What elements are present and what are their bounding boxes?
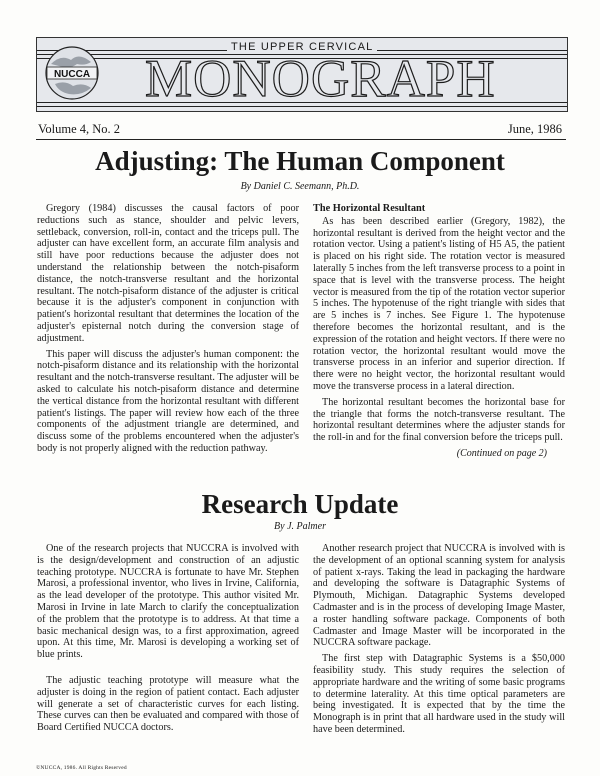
issue-date: June, 1986 <box>507 122 562 136</box>
article-byline: By Daniel C. Seemann, Ph.D. <box>240 181 360 192</box>
paragraph: Gregory (1984) discusses the causal factors of poor reductions such as stance, shoulder and pelvic levers, settleback, conversion, roll-in, contact and the triceps pull. The adjuster can have excellent form, an accurate film analysis and still have poor reductions because the adjuster does not understand the relationship between the notch-pisaform distance, the notch-transverse resultant and the horizontal resultant. The notch-pisaform distance of the adjuster is critical because it is the adjuster's component in conjunction with patient's horizontal resultant that determines the location of the adjuster's episternal notch during the conversion stage of adjustment. <box>37 203 299 344</box>
article-column-right <box>313 203 565 460</box>
article-byline: By J. Palmer <box>274 521 326 532</box>
paragraph: As has been described earlier (Gregory, 1982), the horizontal resultant is derived from the height vector and the rotation vector. Using a patient's listing of H5 A5, the patient is placed on his right side. The rotation vector is measured laterally 5 inches from the left transverse process to a point in space that is level with the transverse process. The height vector is measured from the tip of the rotation vector superior 5 inches. The hypotenuse of the right triangle with sides that are 5 inches is 7 inches. See Figure 1. The hypotenuse therefore becomes the horizontal resultant, and is the expression of the rotation and height vectors. If there were no rotation vector, the horizontal resultant would move the transverse process in an inferior and superior direction. If there were no height vector, the horizontal resultant would move the transverse process in a lateral direction. <box>313 215 565 392</box>
masthead <box>36 37 568 112</box>
paragraph: The horizontal resultant becomes the horizontal base for the triangle that forms the notch-transverse resultant. The horizontal resultant determines where the adjuster stands for the roll-in and for the final conversion before the triceps pull. <box>313 396 565 444</box>
article-title: Research Update <box>201 489 399 519</box>
article-column-left <box>37 543 299 738</box>
logo-text: NUCCA <box>53 69 91 80</box>
article-column-left <box>37 203 299 459</box>
masthead-title: MONOGRAPH <box>145 50 496 108</box>
section-heading: The Horizontal Resultant <box>313 203 426 214</box>
masthead-supertitle: THE UPPER CERVICAL <box>227 41 377 53</box>
article-column-right <box>313 543 565 740</box>
divider <box>36 139 566 140</box>
paragraph: Another research project that NUCCRA is involved with is the development of an optional scanning system for analysis of patient x-rays. Taking the lead in packaging the hardware and developing the software is Datagraphic Systems of Plymouth, Michigan. Datagraphic Systems developed Cadmaster and is in the process of developing Image Master, a roster handling software package. Components of both Cadmaster and Image Master will be incorporated in the NUCCRA software package. <box>313 543 565 649</box>
article-title: Adjusting: The Human Component <box>95 146 505 176</box>
paragraph: This paper will discuss the adjuster's human component: the notch-pisaform distance and its relationship with the horizontal resultant and the notch-transverse resultant. The adjuster will be asked to calculate his notch-pisaform distance and determine the vertical distance from the horizontal resultant with different patient's listings. The paper will review how each of the three components of the adjustment triangle are determined, and discuss some of the problems encountered when the adjuster's body is not properly aligned with the reduction pathway. <box>37 348 299 454</box>
copyright-notice: ©NUCCA, 1986. All Rights Reserved <box>36 765 127 771</box>
paragraph: The adjustic teaching prototype will measure what the adjuster is doing in the region of patient contact. Each adjuster will generate a set of characteristic curves for each listing. These curves can then be evaluated and compared with those of Board Certified NUCCA doctors. <box>37 674 299 734</box>
continued-note: (Continued on page 2) <box>456 447 547 459</box>
issue-volume: Volume 4, No. 2 <box>38 122 121 136</box>
paragraph: The first step with Datagraphic Systems is a $50,000 feasibility study. This study requires the selection of appropriate hardware and the writing of some basic programs to determine laterality. At this time optical parameters are being investigated. It is expected that by the time the Monograph is in print that all hardware used in the study will have been determined. <box>313 653 565 735</box>
nucca-globe-logo-icon <box>43 44 101 102</box>
paragraph: One of the research projects that NUCCRA is involved with is the design/development and construction of an adjustic teaching prototype. NUCCRA is fortunate to have Mr. Stephen Marosi, a professional inventor, who lives in Irvine, California, as the lead developer of the prototype. This author visited Mr. Marosi in Irvine in late March to clarify the conceptualization of the problem that the prototype is to address. At that time a basic mechanical design was, to a first approximation, agreed upon. At this time, Mr. Marosi is developing a working set of blue prints. <box>37 543 299 661</box>
